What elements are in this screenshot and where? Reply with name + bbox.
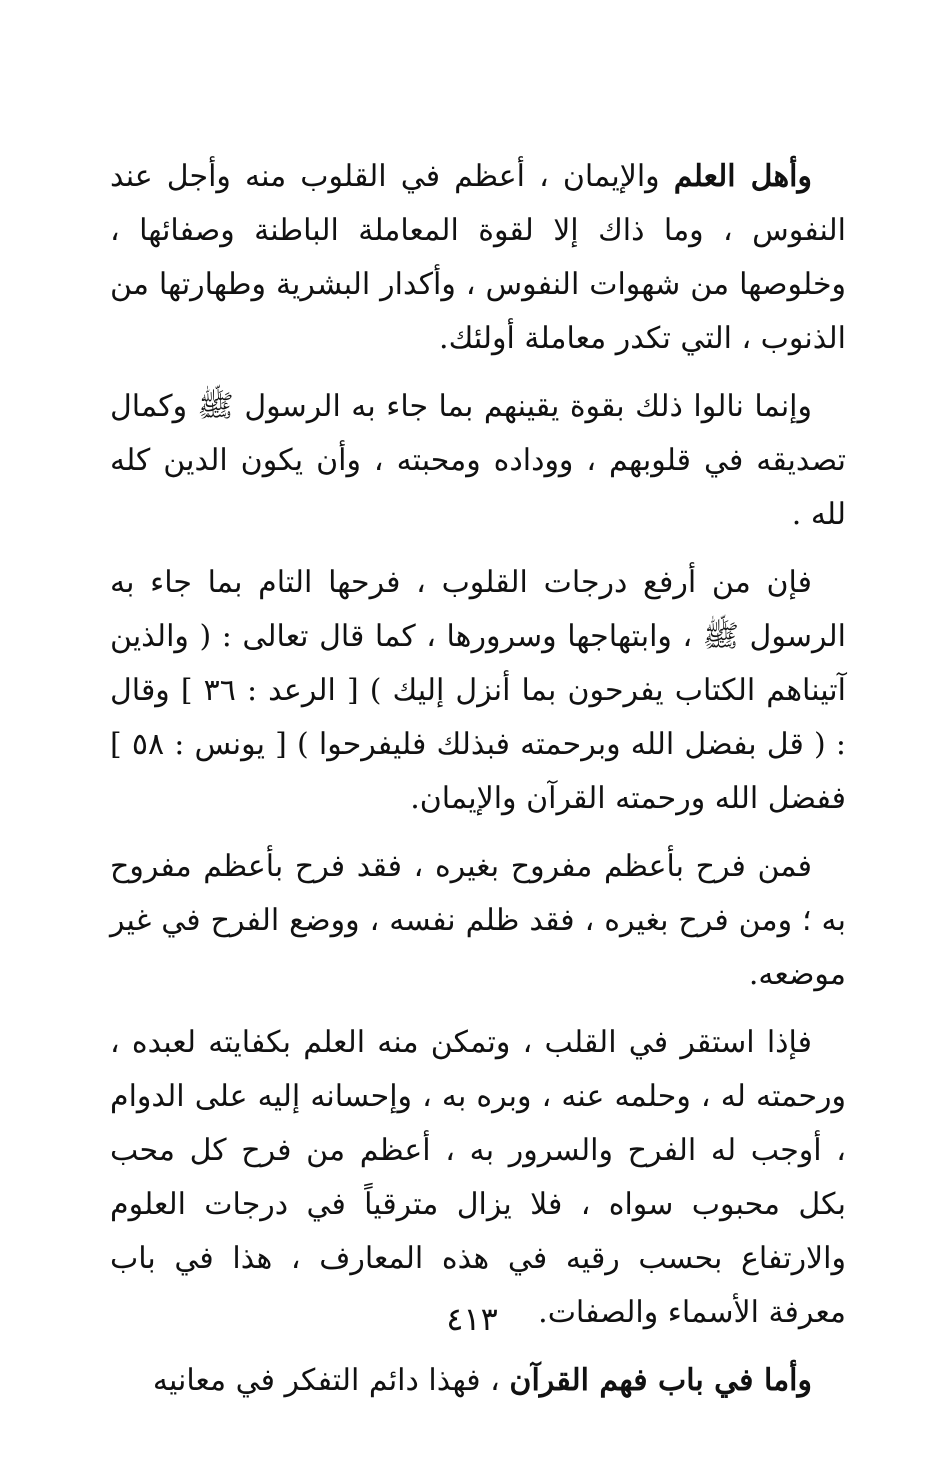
paragraph-6 [110,1354,846,1408]
paragraph-2 [110,380,846,542]
paragraph-1-lead: وأهل العلم [673,159,812,194]
paragraph-4-text: فمن فرح بأعظم مفروح بغيره ، فقد فرح بأعظم مفروح به ؛ ومن فرح بغيره ، فقد ظلم نفسه ، ووضع الفرح في غير موضعه. [110,849,846,992]
paragraph-6-lead: وأما في باب فهم القرآن [509,1363,812,1398]
paragraph-5 [110,1016,846,1340]
paragraph-3 [110,556,846,826]
paragraph-5-text: فإذا استقر في القلب ، وتمكن منه العلم بكفايته لعبده ، ورحمته له ، وحلمه عنه ، وبره به ، وإحسانه إليه على الدوام ، أوجب له الفرح والسرور به ، أعظم من فرح كل محب بكل محبوب سواه ، فلا يزال مترقياً في درجات العلوم والارتفاع بحسب رقيه في هذه المعارف ، هذا في باب معرفة الأسماء والصفات. [110,1025,846,1330]
body-text [110,150,846,1422]
paragraph-3-text: فإن من أرفع درجات القلوب ، فرحها التام بما جاء به الرسول ﷺ ، وابتهاجها وسرورها ، كما قال تعالى : ( والذين آتيناهم الكتاب يفرحون بما أنزل إليك ) [ الرعد : ٣٦ ] وقال : ( قل بفضل الله وبرحمته فبذلك فليفرحوا ) [ يونس : ٥٨ ] ففضل الله ورحمته القرآن والإيمان. [110,565,846,816]
paragraph-2-text: وإنما نالوا ذلك بقوة يقينهم بما جاء به الرسول ﷺ وكمال تصديقه في قلوبهم ، ووداده ومحبته ، وأن يكون الدين كله لله . [110,389,846,532]
paragraph-1 [110,150,846,366]
paragraph-4 [110,840,846,1002]
paragraph-6-text: ، فهذا دائم التفكر في معانيه [152,1363,510,1398]
page-number: ٤١٣ [446,1300,498,1338]
paragraph-1-text: والإيمان ، أعظم في القلوب منه وأجل عند النفوس ، وما ذاك إلا لقوة المعاملة الباطنة وصفائها ، وخلوصها من شهوات النفوس ، وأكدار البشرية وطهارتها من الذنوب ، التي تكدر معاملة أولئك. [110,159,846,356]
